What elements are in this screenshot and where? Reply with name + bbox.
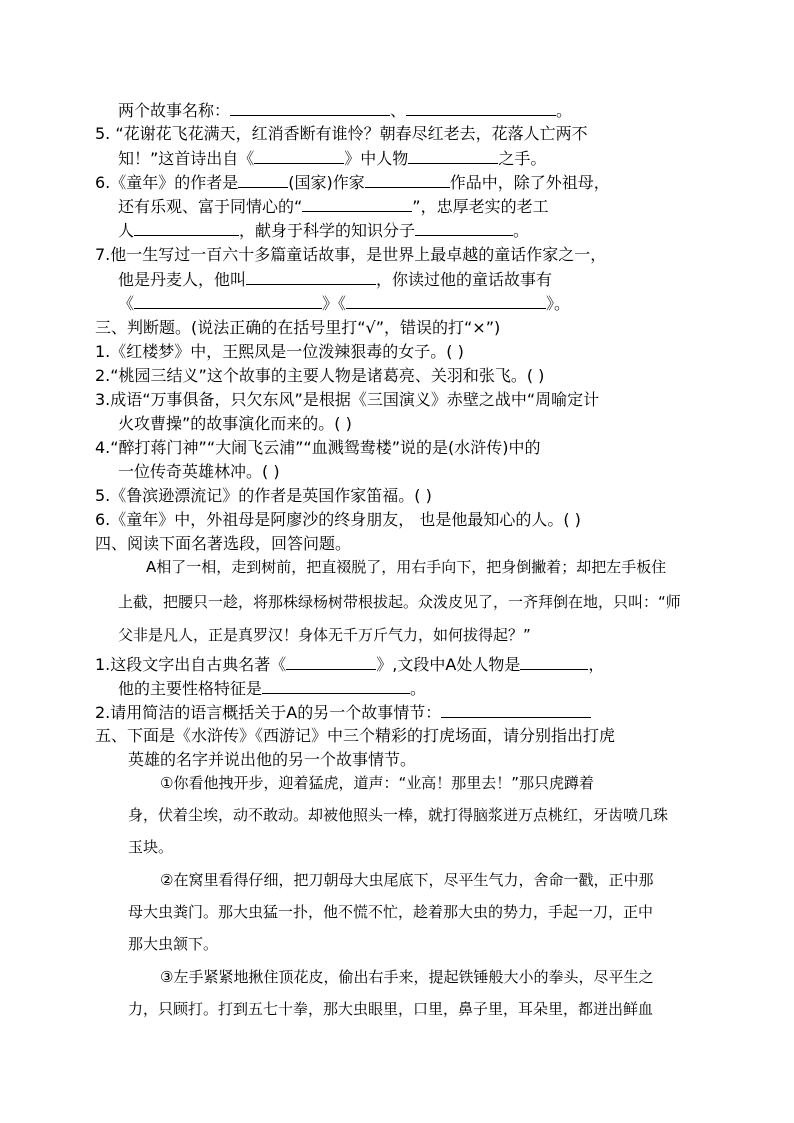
q7-line2: 他是丹麦人，他叫 ，你读过他的童话故事有: [118, 270, 553, 289]
answer-blank[interactable]: [262, 678, 410, 694]
answer-blank[interactable]: [441, 702, 591, 718]
q4-line2: 两个故事名称： 、 。: [118, 101, 573, 120]
answer-blank[interactable]: [238, 172, 288, 188]
excerpt-3-line: ③左手紧紧地揪住顶花皮，偷出右手来，提起铁锤般大小的拳头，尽平生之: [160, 968, 654, 986]
answer-blank[interactable]: [346, 293, 546, 309]
answer-blank[interactable]: [302, 196, 412, 212]
answer-blank[interactable]: [520, 654, 588, 670]
answer-blank[interactable]: [406, 100, 556, 116]
excerpt-3-line: 力，只顾打。打到五七十拳，那大虫眼里，口里，鼻子里，耳朵里，都迸出鲜血: [128, 1000, 654, 1018]
answer-blank[interactable]: [408, 148, 498, 164]
judge-item-3-cont: 火攻曹操”的故事演化而来的。( ): [118, 414, 352, 433]
excerpt-1-line: 玉块。: [128, 838, 174, 856]
answer-blank[interactable]: [246, 269, 376, 285]
s4-q1-line1: 1.这段文字出自古典名著《 》,文段中A处人物是 ，: [95, 655, 605, 674]
q5-line1: 5. “花谢花飞花满天，红消香断有谁怜？朝春尽红老去，花落人亡两不: [95, 124, 588, 143]
q6-line3: 人 ，献身于科学的知识分子 。: [118, 221, 530, 240]
answer-blank[interactable]: [365, 172, 450, 188]
answer-blank[interactable]: [254, 148, 344, 164]
section3-heading: 三、判断题。(说法正确的在括号里打“√”，错误的打“×”): [95, 318, 501, 337]
section5-heading: 五、下面是《水浒传》《西游记》中三个精彩的打虎场面，请分别指出打虎: [95, 726, 616, 745]
excerpt-1-line: ①你看他拽开步，迎着猛虎，道声：“业高！那里去！”那只虎蹲着: [160, 774, 594, 792]
excerpt-1-line: 身，伏着尘埃，动不敢动。却被他照头一棒，就打得脑浆迸万点桃红，牙齿喷几珠: [128, 806, 669, 824]
answer-blank[interactable]: [134, 220, 239, 236]
q6-line1: 6.《童年》的作者是 (国家)作家 作品中，除了外祖母，: [95, 173, 610, 192]
q7-line1: 7.他一生写过一百六十多篇童话故事，是世界上最卓越的童话作家之一，: [95, 245, 607, 264]
judge-item-2: 2.“桃园三结义”这个故事的主要人物是诸葛亮、关羽和张飞。( ): [95, 366, 545, 385]
judge-item-4: 4.“醉打蒋门神”“大闹飞云浦”“血溅鸳鸯楼”说的是(水浒传)中的: [95, 438, 541, 457]
excerpt-2-line: 那大虫颔下。: [128, 935, 219, 953]
q5-line2: 知！”这首诗出自《 》中人物 之手。: [118, 149, 547, 168]
answer-blank[interactable]: [286, 654, 376, 670]
excerpt-2-line: ②在窝里看得仔细，把刀朝母大虫尾底下，尽平生气力，舍命一戳，正中那: [160, 871, 654, 889]
judge-item-6: 6.《童年》中，外祖母是阿廖沙的终身朋友， 也是他最知心的人。( ): [95, 510, 581, 529]
passage-line: A相了一相，走到树前，把直裰脱了，用右手向下，把身倒撇着；却把左手板住: [146, 558, 667, 576]
section5-heading-cont: 英雄的名字并说出他的另一个故事情节。: [128, 750, 417, 769]
judge-item-1: 1.《红楼梦》中，王熙凤是一位泼辣狠毒的女子。( ): [95, 342, 464, 361]
excerpt-2-line: 母大虫粪门。那大虫猛一扑，他不慌不忙，趁着那大虫的势力，手起一刀，正中: [128, 903, 654, 921]
section4-heading: 四、阅读下面名著选段，回答问题。: [95, 534, 352, 553]
judge-item-5: 5.《鲁滨逊漂流记》的作者是英国作家笛福。( ): [95, 486, 432, 505]
answer-blank[interactable]: [230, 100, 390, 116]
passage-line: 上截，把腰只一趁，将那株绿杨树带根拔起。众泼皮见了，一齐拜倒在地，只叫：“师: [118, 593, 681, 611]
answer-blank[interactable]: [415, 220, 513, 236]
q6-line2: 还有乐观、富于同情心的“ ”，忠厚老实的老工: [118, 197, 549, 216]
s4-q1-line2: 他的主要性格特征是 。: [118, 679, 427, 698]
judge-item-3: 3.成语“万事俱备，只欠东风”是根据《三国演义》赤壁之战中“周喻定计: [95, 390, 600, 409]
answer-blank[interactable]: [134, 293, 322, 309]
judge-item-4-cont: 一位传奇英雄林冲。( ): [118, 462, 280, 481]
passage-line: 父非是凡人，正是真罗汉！身体无千万斤气力，如何拔得起？”: [118, 626, 531, 644]
s4-q2: 2.请用简洁的语言概括关于A的另一个故事情节：: [95, 702, 591, 723]
q7-line3: 《 》《 》。: [118, 294, 571, 313]
